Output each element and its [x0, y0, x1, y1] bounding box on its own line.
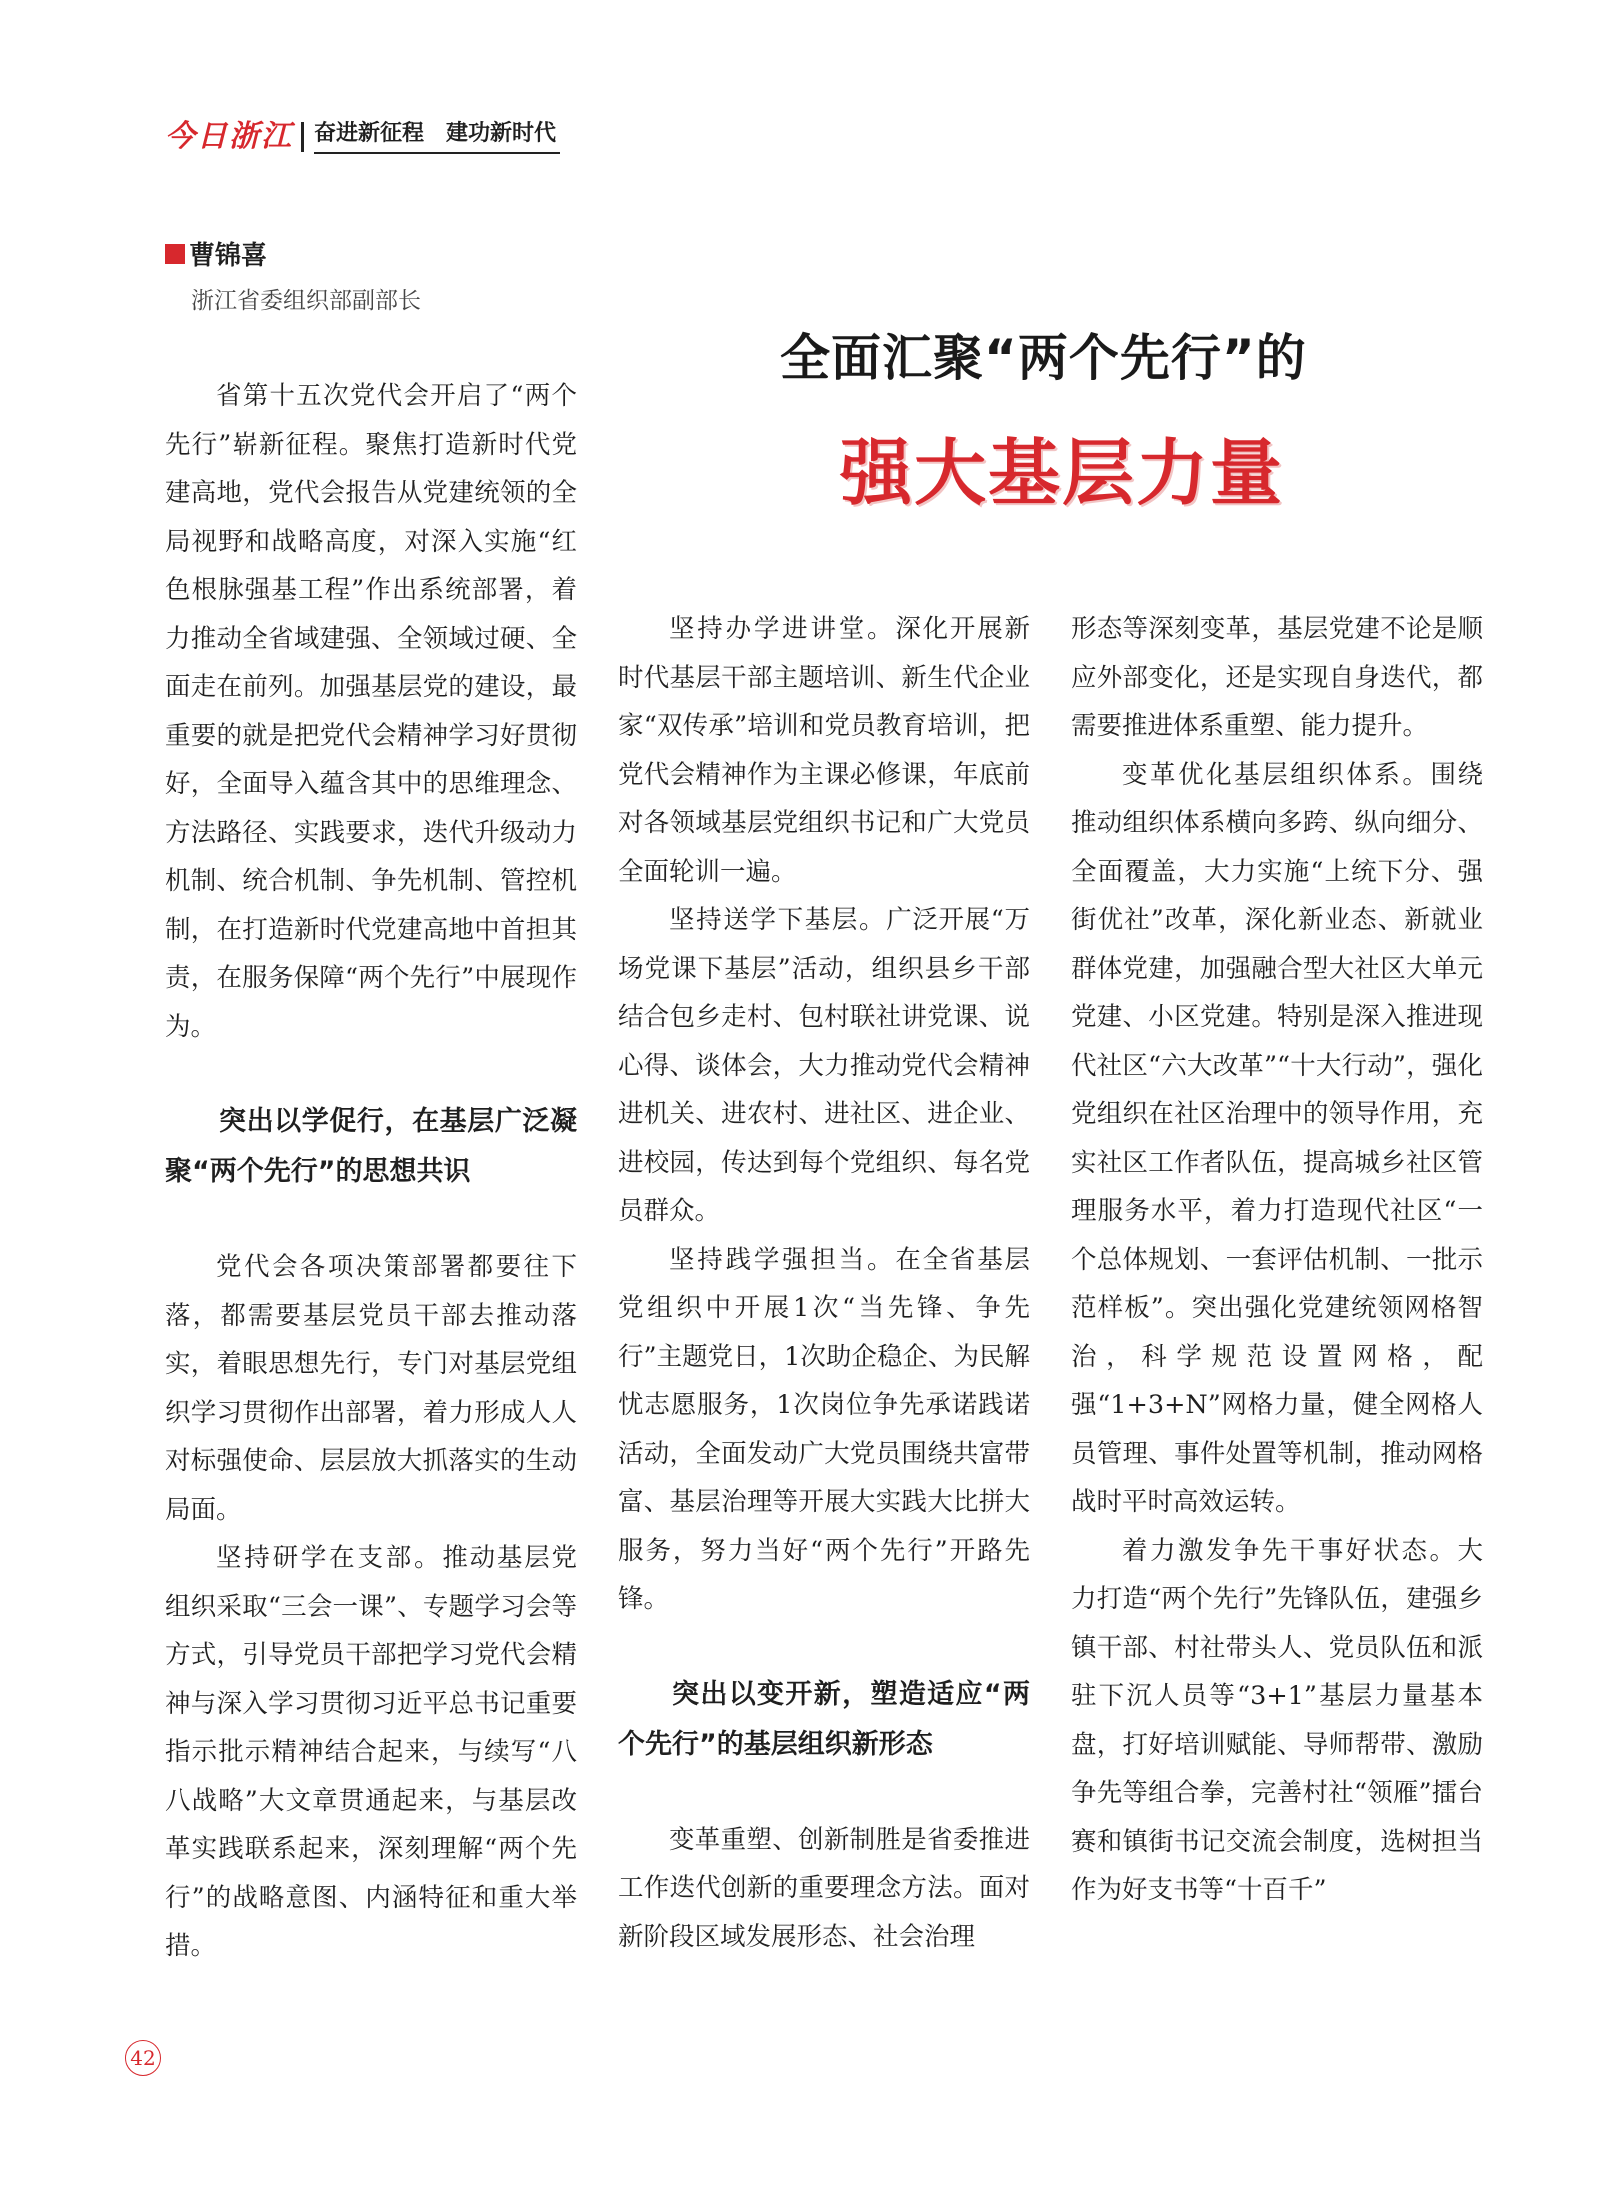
masthead-slogan: [314, 120, 560, 154]
paragraph: 党代会各项决策部署都要往下落，都需要基层党员干部去推动落实，着眼思想先行，专门对基层党组织学习贯彻作出部署，着力形成人人对标强使命、层层放大抓落实的生动局面。: [165, 1252, 577, 1525]
paragraph-lead: 坚持践学强担当。: [669, 1244, 896, 1275]
column-1: [165, 372, 577, 1971]
paragraph: 变革重塑、创新制胜是省委推进工作迭代创新的重要理念方法。面对新阶段区域发展形态、社会治理: [618, 1824, 1030, 1952]
subheading-1: 突出以学促行，在基层广泛凝聚“两个先行”的思想共识: [165, 1106, 577, 1187]
column-3: [1071, 605, 1483, 1915]
paragraph: [618, 1236, 1030, 1624]
paragraph: [618, 605, 1030, 896]
paragraph-lead: 变革优化基层组织体系。: [1122, 759, 1431, 790]
paragraph-lead: 着力激发争先干事好状态。: [1122, 1535, 1458, 1566]
paragraph-body: 围绕推动组织体系横向多跨、纵向细分、全面覆盖，大力实施“上统下分、强街优社”改革，深化新业态、新就业群体党建，加强融合型大社区大单元党建、小区党建。特别是深入推进现代社区“六大改革”“十大行动”，强化党组织在社区治理中的领导作用，充实社区工作者队伍，提高城乡社区管理服务水平，着力打造现代社区“一个总体规划、一套评估机制、一批示范样板”。突出强化党建统领网格智治，科学规范设置网格，配强“1+3+N”网格力量，健全网格人员管理、事件处置等机制，推动网格战时平时高效运转。: [1071, 759, 1483, 1517]
headline-line-2: 强大基层力量: [840, 431, 1285, 515]
author-block: [165, 235, 421, 315]
subheading-2: 突出以变开新，塑造适应“两个先行”的基层组织新形态: [618, 1678, 1030, 1760]
paragraph-body: 在全省基层党组织中开展1次“当先锋、争先行”主题党日，1次助企稳企、为民解忧志愿服务，1次岗位争先承诺践诺活动，全面发动广大党员围绕共富带富、基层治理等开展大实践大比拼大服务，努力当好“两个先行”开路先锋。: [618, 1244, 1030, 1614]
author-name: [165, 235, 421, 272]
masthead-divider: [301, 122, 304, 152]
paragraph: [165, 1534, 577, 1971]
paragraph: 省第十五次党代会开启了“两个先行”崭新征程。聚焦打造新时代党建高地，党代会报告从党建统领的全局视野和战略高度，对深入实施“红色根脉强基工程”作出系统部署，着力推动全省域建强、全领域过硬、全面走在前列。加强基层党的建设，最重要的就是把党代会精神学习好贯彻好，全面导入蕴含其中的思维理念、方法路径、实践要求，迭代升级动力机制、统合机制、争先机制、管控机制，在打造新时代党建高地中首担其责，在服务保障“两个先行”中展现作为。: [165, 381, 577, 1042]
paragraph: 形态等深刻变革，基层党建不论是顺应外部变化，还是实现自身迭代，都需要推进体系重塑、能力提升。: [1071, 614, 1483, 741]
author-name-text: 曹锦喜: [189, 241, 268, 271]
paragraph-body: 深化开展新时代基层干部主题培训、新生代企业家“双传承”培训和党员教育培训，把党代会精神作为主课必修课，年底前对各领域基层党组织书记和广大党员全面轮训一遍。: [618, 614, 1030, 887]
paragraph-lead: 坚持研学在支部。: [216, 1543, 443, 1573]
author-title: 浙江省委组织部副部长: [191, 288, 421, 314]
magazine-logo: 今日浙江: [165, 119, 293, 154]
headline-line-1: 全面汇聚“两个先行”的: [780, 329, 1307, 387]
paragraph-lead: 坚持办学进讲堂。: [669, 614, 896, 644]
column-2: [618, 605, 1030, 1961]
paragraph-body: 大力打造“两个先行”先锋队伍，建强乡镇干部、村社带头人、党员队伍和派驻下沉人员等“3+1”基层力量基本盘，打好培训赋能、导师帮带、激励争先等组合拳，完善村社“领雁”擂台赛和镇街书记交流会制度，选树担当作为好支书等“十百千”: [1071, 1535, 1483, 1905]
paragraph: [618, 896, 1030, 1236]
paragraph-lead: 坚持送学下基层。: [669, 905, 887, 935]
page-number: 42: [125, 2040, 161, 2076]
red-square-icon: [165, 244, 185, 264]
paragraph: [1071, 1527, 1483, 1915]
paragraph: [1071, 751, 1483, 1527]
paragraph-body: 推动基层党组织采取“三会一课”、专题学习会等方式，引导党员干部把学习党代会精神与深入学习贯彻习近平总书记重要指示批示精神结合起来，与续写“八八战略”大文章贯通起来，与基层改革实践联系起来，深刻理解“两个先行”的战略意图、内涵特征和重大举措。: [165, 1543, 577, 1961]
masthead: [165, 120, 560, 154]
paragraph-body: 广泛开展“万场党课下基层”活动，组织县乡干部结合包乡走村、包村联社讲党课、说心得、谈体会，大力推动党代会精神进机关、进农村、进社区、进企业、进校园，传达到每个党组织、每名党员群众。: [618, 905, 1030, 1226]
slogan-part-2: 建功新时代: [446, 121, 557, 146]
slogan-part-1: 奋进新征程: [314, 121, 425, 146]
